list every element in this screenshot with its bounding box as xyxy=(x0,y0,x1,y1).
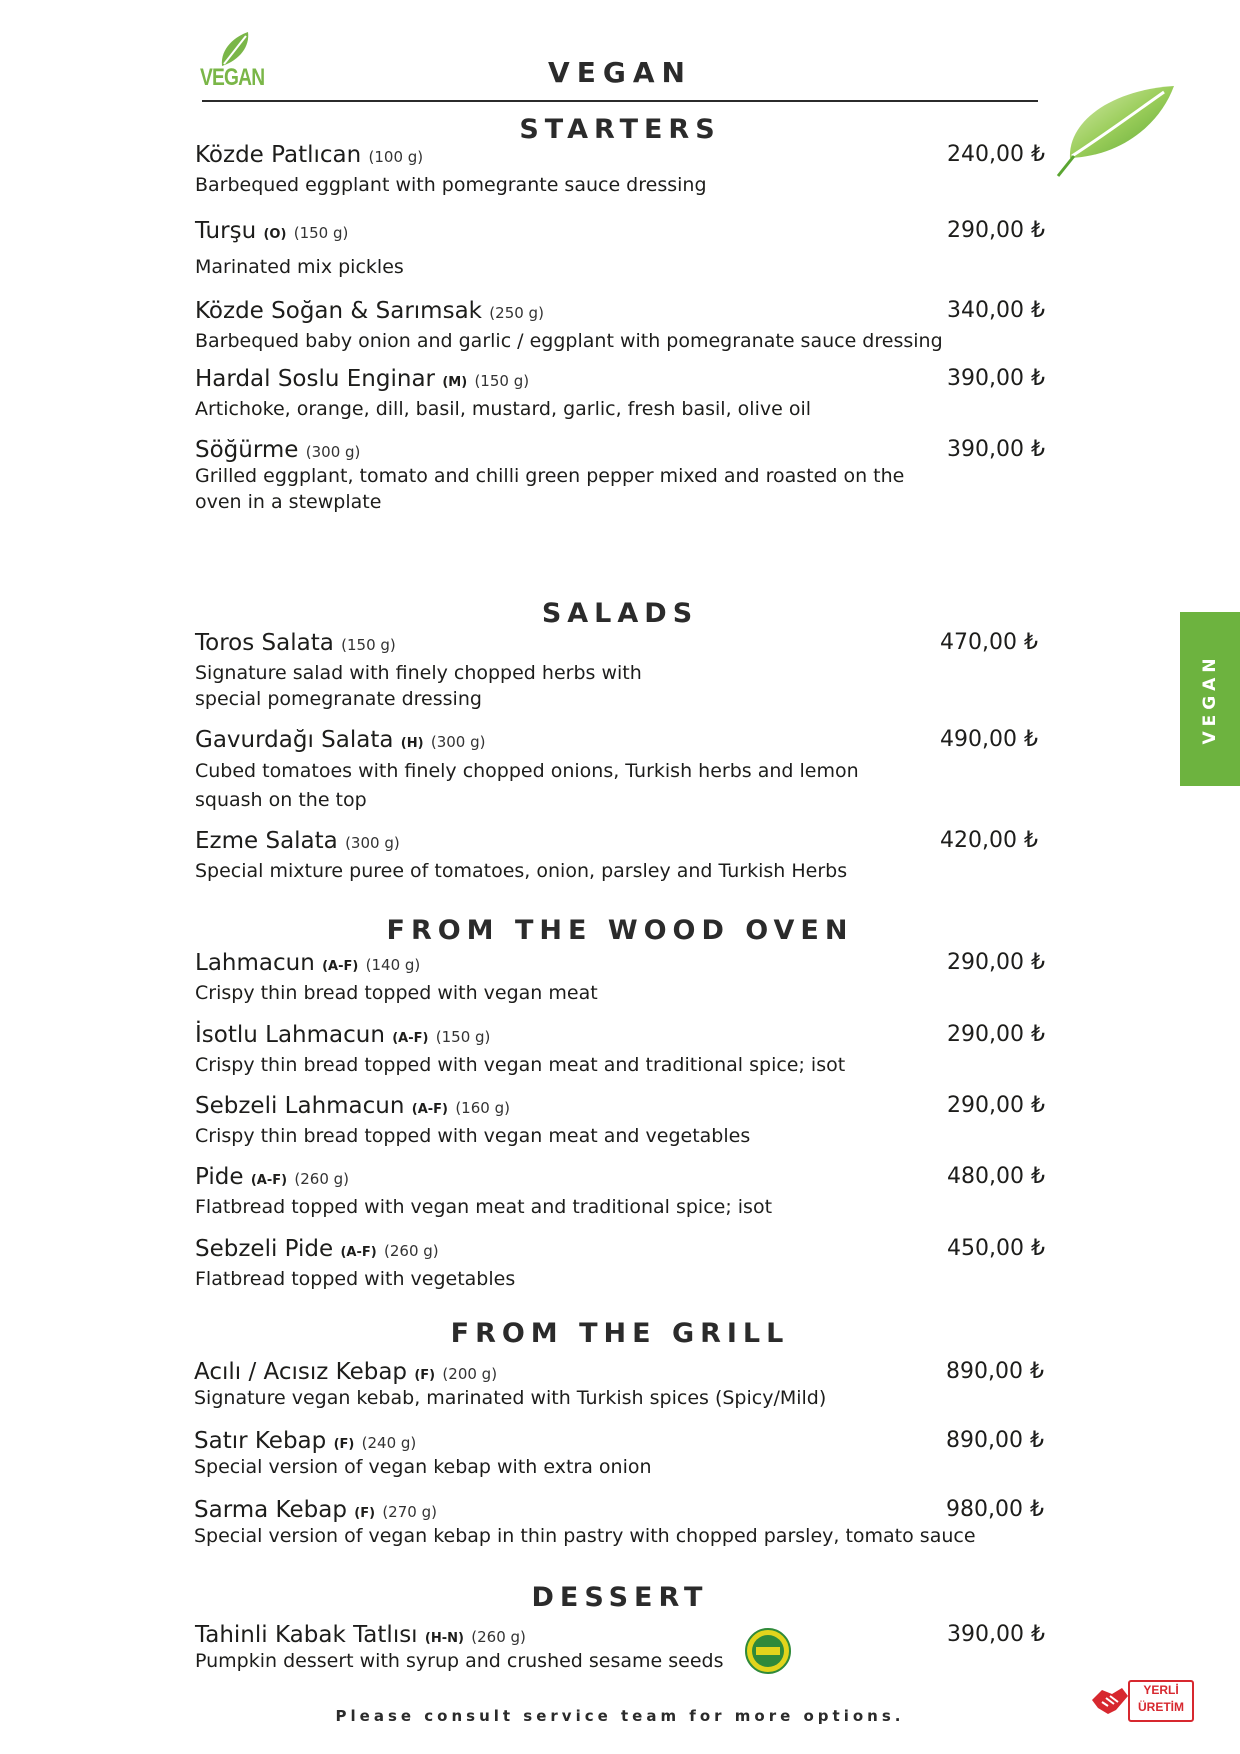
item-weight: (240 g) xyxy=(361,1434,417,1452)
item-description: Pumpkin dessert with syrup and crushed sesame seeds xyxy=(195,1650,724,1672)
yerli-uretim-badge xyxy=(1090,1680,1194,1722)
footer-note: Please consult service team for more options. xyxy=(335,1707,905,1725)
menu-item xyxy=(195,437,1045,515)
allergen-code: (H-N) xyxy=(424,1631,464,1646)
item-description: Special mixture puree of tomatoes, onion, parsley and Turkish Herbs xyxy=(195,860,848,882)
badge-line-2: ÜRETİM xyxy=(1138,1700,1184,1714)
item-name: Söğürme xyxy=(195,437,299,463)
item-name: Acılı / Acısız Kebap xyxy=(194,1359,408,1385)
item-price: 290,00 ₺ xyxy=(947,1022,1045,1047)
item-price: 450,00 ₺ xyxy=(947,1236,1045,1261)
menu-item xyxy=(194,1497,1044,1549)
handshake-icon xyxy=(1090,1684,1130,1718)
section-title-grill: FROM THE GRILL xyxy=(450,1318,790,1349)
section-title-wood-oven: FROM THE WOOD OVEN xyxy=(386,915,854,946)
item-weight: (260 g) xyxy=(294,1170,349,1188)
item-price: 390,00 ₺ xyxy=(947,437,1045,462)
item-price: 390,00 ₺ xyxy=(947,1622,1045,1647)
item-description: Special version of vegan kebap in thin pastry with chopped parsley, tomato sauce xyxy=(194,1525,976,1547)
item-price: 240,00 ₺ xyxy=(947,142,1045,167)
item-price: 480,00 ₺ xyxy=(947,1164,1045,1189)
title-divider xyxy=(202,100,1038,102)
item-price: 980,00 ₺ xyxy=(946,1497,1044,1522)
item-weight: (300 g) xyxy=(305,443,361,461)
menu-item xyxy=(195,828,1038,884)
menu-item xyxy=(195,1164,1045,1220)
item-weight: (200 g) xyxy=(442,1365,498,1383)
item-weight: (300 g) xyxy=(345,834,400,852)
menu-item xyxy=(195,950,1045,1006)
item-price: 490,00 ₺ xyxy=(940,727,1038,752)
item-description: Special version of vegan kebap with extra onion xyxy=(194,1456,652,1478)
item-price: 470,00 ₺ xyxy=(940,630,1038,655)
allergen-code: (F) xyxy=(414,1368,436,1383)
menu-item xyxy=(195,298,1045,354)
item-description: Barbequed eggplant with pomegrante sauce dressing xyxy=(195,174,707,196)
item-description: Crispy thin bread topped with vegan meat xyxy=(195,982,598,1004)
section-title-starters: STARTERS xyxy=(519,114,721,145)
menu-item xyxy=(195,142,1045,198)
item-name: Gavurdağı Salata xyxy=(195,727,394,753)
allergen-code: (M) xyxy=(442,375,468,390)
item-price: 390,00 ₺ xyxy=(947,366,1045,391)
item-weight: (260 g) xyxy=(384,1242,439,1260)
item-name: Közde Soğan & Sarımsak xyxy=(195,298,482,324)
item-description: Flatbread topped with vegan meat and traditional spice; isot xyxy=(195,1196,773,1218)
item-name: İsotlu Lahmacun xyxy=(195,1022,385,1048)
item-name: Sebzeli Pide xyxy=(195,1236,334,1262)
section-title-salads: SALADS xyxy=(541,598,699,629)
item-name: Pide xyxy=(195,1164,244,1190)
allergen-code: (F) xyxy=(354,1506,376,1521)
item-name: Toros Salata xyxy=(195,630,334,656)
item-name: Sebzeli Lahmacun xyxy=(195,1093,405,1119)
allergen-code: (A-F) xyxy=(340,1245,377,1260)
item-description: Crispy thin bread topped with vegan meat and traditional spice; isot xyxy=(195,1054,846,1076)
item-name: Lahmacun xyxy=(195,950,315,976)
geographical-indication-seal-icon xyxy=(745,1626,791,1680)
item-name: Ezme Salata xyxy=(195,828,338,854)
item-description: Signature vegan kebab, marinated with Turkish spices (Spicy/Mild) xyxy=(194,1387,827,1409)
item-price: 290,00 ₺ xyxy=(947,218,1045,243)
item-price: 340,00 ₺ xyxy=(947,298,1045,323)
menu-item xyxy=(195,1236,1045,1292)
item-description: Flatbread topped with vegetables xyxy=(195,1268,516,1290)
item-price: 420,00 ₺ xyxy=(940,828,1038,853)
item-weight: (150 g) xyxy=(435,1028,491,1046)
item-weight: (260 g) xyxy=(471,1628,526,1646)
menu-item xyxy=(195,1093,1045,1149)
allergen-code: (A-F) xyxy=(322,959,359,974)
item-name: Satır Kebap xyxy=(194,1428,327,1454)
side-tab-vegan xyxy=(1180,612,1240,786)
allergen-code: (A-F) xyxy=(250,1173,288,1188)
menu-item xyxy=(195,727,1038,815)
menu-item xyxy=(195,218,1045,280)
item-description: Crispy thin bread topped with vegan meat and vegetables xyxy=(195,1125,751,1147)
section-title-dessert: DESSERT xyxy=(531,1582,709,1613)
item-description: Marinated mix pickles xyxy=(195,256,404,278)
allergen-code: (O) xyxy=(263,227,287,242)
item-name: Turşu xyxy=(195,218,257,244)
allergen-code: (A-F) xyxy=(392,1031,429,1046)
item-weight: (160 g) xyxy=(455,1099,510,1117)
allergen-code: (H) xyxy=(400,736,424,751)
item-weight: (150 g) xyxy=(341,636,396,654)
menu-item xyxy=(194,1428,1044,1480)
item-weight: (140 g) xyxy=(365,956,421,974)
menu-item xyxy=(195,1022,1045,1078)
item-description: Artichoke, orange, dill, basil, mustard, garlic, fresh basil, olive oil xyxy=(195,398,811,420)
badge-line-1: YERLİ xyxy=(1143,1683,1179,1697)
page-title: VEGAN xyxy=(548,56,692,89)
item-description: Barbequed baby onion and garlic / eggplant with pomegranate sauce dressing xyxy=(195,330,943,352)
item-name: Közde Patlıcan xyxy=(195,142,362,168)
item-description: Grilled eggplant, tomato and chilli green pepper mixed and roasted on the oven in a stewplate xyxy=(195,465,905,513)
allergen-code: (F) xyxy=(333,1437,355,1452)
allergen-code: (A-F) xyxy=(411,1102,448,1117)
item-name: Sarma Kebap xyxy=(194,1497,347,1523)
item-name: Tahinli Kabak Tatlısı xyxy=(195,1622,418,1648)
menu-item xyxy=(194,1359,1044,1411)
item-description: Signature salad with finely chopped herbs with special pomegranate dressing xyxy=(195,662,642,710)
menu-item xyxy=(195,630,1038,712)
item-weight: (250 g) xyxy=(489,304,544,322)
item-weight: (300 g) xyxy=(430,733,486,751)
item-price: 290,00 ₺ xyxy=(947,1093,1045,1118)
item-weight: (100 g) xyxy=(368,148,424,166)
side-tab-label: VEGAN xyxy=(1200,653,1220,745)
menu-item xyxy=(195,366,1045,422)
item-name: Hardal Soslu Enginar xyxy=(195,366,435,392)
menu-item xyxy=(195,1622,1045,1674)
item-price: 890,00 ₺ xyxy=(946,1359,1044,1384)
item-price: 290,00 ₺ xyxy=(947,950,1045,975)
item-weight: (150 g) xyxy=(293,224,349,242)
item-description: Cubed tomatoes with finely chopped onions, Turkish herbs and lemon squash on the top xyxy=(195,760,859,811)
item-weight: (270 g) xyxy=(382,1503,437,1521)
logo-text: VEGAN xyxy=(200,64,265,91)
item-price: 890,00 ₺ xyxy=(946,1428,1044,1453)
item-weight: (150 g) xyxy=(474,372,530,390)
